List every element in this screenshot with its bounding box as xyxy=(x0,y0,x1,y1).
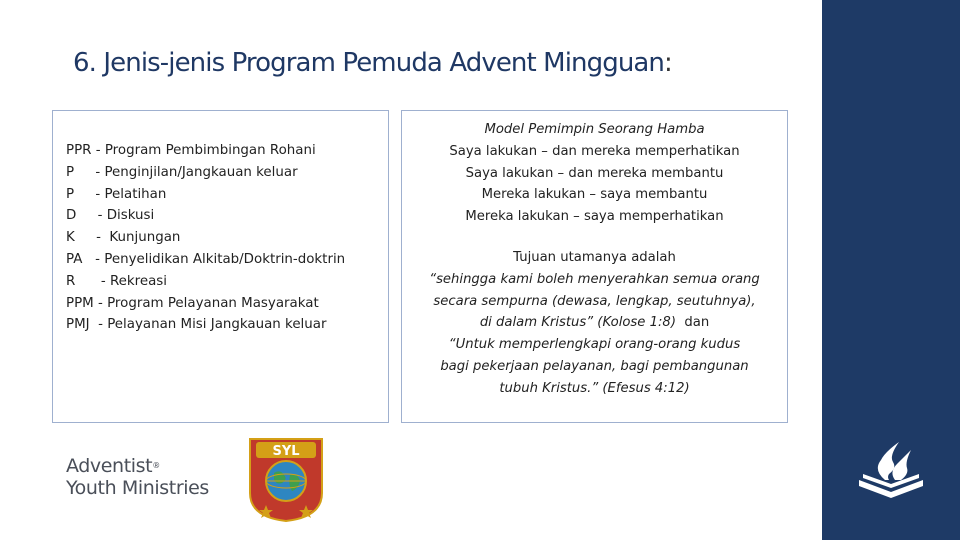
item-sep: - xyxy=(74,164,105,180)
item-abbr: PA xyxy=(66,251,83,267)
program-list xyxy=(66,140,345,336)
item-label: Pelayanan Misi Jangkauan keluar xyxy=(107,317,327,333)
item-label: Penyelidikan Alkitab/Doktrin-doktrin xyxy=(104,251,346,267)
item-sep: - xyxy=(74,230,110,246)
list-item xyxy=(66,162,345,184)
item-abbr: P xyxy=(66,186,75,202)
quote-line: “Untuk memperlengkapi orang-orang kudus xyxy=(448,337,741,353)
model-section xyxy=(402,119,787,228)
item-sep: - xyxy=(82,251,105,267)
item-abbr: K xyxy=(66,230,75,246)
logo-word: Adventist xyxy=(66,455,153,477)
quote-line: bagi pekerjaan pelayanan, bagi pembangunan xyxy=(440,358,749,374)
item-sep: - xyxy=(93,295,108,311)
title-text: 6. Jenis-jenis Program Pemuda Advent Mingguan xyxy=(73,48,665,78)
item-abbr: PPM xyxy=(66,295,94,311)
item-label: Diskusi xyxy=(106,208,155,224)
program-list-box xyxy=(52,110,389,423)
logo-line1 xyxy=(66,455,209,477)
item-abbr: PMJ xyxy=(66,317,90,333)
purpose-heading: Tujuan utamanya adalah xyxy=(513,250,676,265)
logo-line2: Youth Ministries xyxy=(66,477,209,499)
item-abbr: P xyxy=(66,164,75,180)
item-abbr: R xyxy=(66,273,76,289)
model-line: Saya lakukan – dan mereka memperhatikan xyxy=(449,143,740,159)
leadership-model-box xyxy=(401,110,788,423)
quote-line: tubuh Kristus.” (Efesus 4:12) xyxy=(499,380,690,396)
model-line: Mereka lakukan – saya memperhatikan xyxy=(465,209,724,225)
model-line: Mereka lakukan – saya membantu xyxy=(481,187,708,203)
purpose-section xyxy=(402,247,787,400)
list-item xyxy=(66,249,345,271)
list-item xyxy=(66,314,345,336)
quote-line xyxy=(402,312,787,334)
item-label: Kunjungan xyxy=(109,230,181,246)
item-sep: - xyxy=(74,186,105,202)
list-item xyxy=(66,227,345,249)
item-abbr: PPR xyxy=(66,143,92,158)
list-item xyxy=(66,184,345,206)
list-item xyxy=(66,140,345,162)
brand-sidebar xyxy=(822,0,960,540)
quote-line: “sehingga kami boleh menyerahkan semua orang xyxy=(429,271,760,287)
quote-ref: di dalam Kristus” (Kolose 1:8) xyxy=(479,315,676,331)
model-heading: Model Pemimpin Seorang Hamba xyxy=(484,122,705,137)
quote-line: secara sempurna (dewasa, lengkap, seutuhnya), xyxy=(433,293,756,309)
syl-emblem-icon xyxy=(244,435,328,523)
trademark-symbol: ® xyxy=(152,461,160,470)
list-item xyxy=(66,293,345,315)
list-item xyxy=(66,205,345,227)
list-item xyxy=(66,271,345,293)
adventist-church-logo-icon xyxy=(855,440,927,500)
item-label: Pelatihan xyxy=(104,186,167,202)
item-sep: - xyxy=(89,317,108,333)
quote-connector: dan xyxy=(684,315,710,331)
item-label: Program Pelayanan Masyarakat xyxy=(107,295,319,311)
slide-title xyxy=(73,48,672,78)
item-abbr: D xyxy=(66,208,77,224)
item-label: Penginjilan/Jangkauan keluar xyxy=(104,164,298,180)
title-colon: : xyxy=(664,48,672,78)
emblem-text: SYL xyxy=(272,444,300,459)
item-sep: - xyxy=(75,273,110,289)
model-line: Saya lakukan – dan mereka membantu xyxy=(465,165,724,181)
item-label: Program Pembimbingan Rohani xyxy=(104,143,316,158)
item-sep: - xyxy=(76,208,107,224)
item-label: Rekreasi xyxy=(109,273,167,289)
adventist-youth-ministries-logo xyxy=(66,455,209,499)
item-sep: - xyxy=(91,143,105,158)
